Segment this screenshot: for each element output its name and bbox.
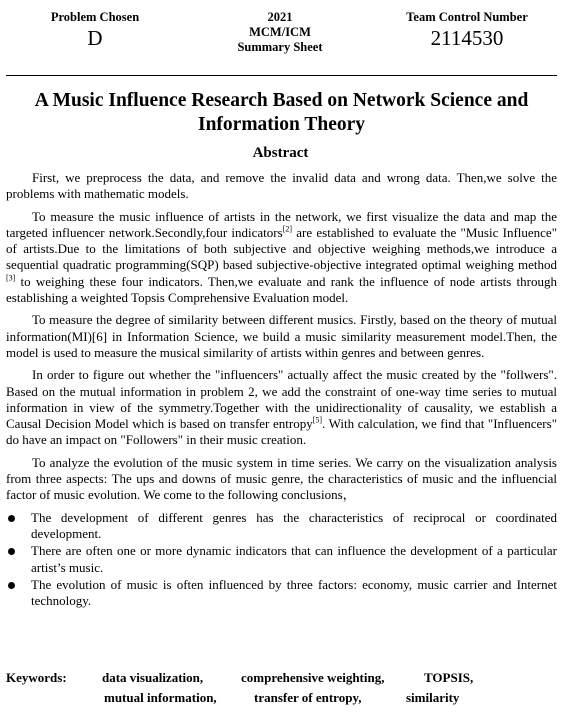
problem-chosen-label: Problem Chosen	[50, 10, 140, 24]
abstract-heading: Abstract	[252, 145, 309, 161]
problem-chosen-value: D	[87, 26, 103, 50]
keyword: mutual information,	[104, 690, 217, 705]
contest-name: MCM/ICM	[249, 25, 311, 39]
paper-title: A Music Influence Research Based on Network Science and Information Theory	[34, 90, 529, 135]
bullet-dot-icon	[8, 515, 15, 522]
keyword: similarity	[406, 690, 460, 705]
list-item: The development of different genres has the characteristics of reciprocal or coordinated development.	[6, 510, 557, 543]
bullet-dot-icon	[8, 582, 15, 589]
contest-year: 2021	[267, 10, 293, 24]
citation-ref: [3]	[6, 273, 16, 283]
contest-block	[215, 10, 345, 55]
team-control-number: 2114530	[430, 26, 504, 50]
team-control-block	[386, 10, 548, 50]
abstract-body	[6, 170, 557, 610]
list-item: There are often one or more dynamic indicators that can influence the development of a particular artist’s music.	[6, 543, 557, 576]
problem-chosen-block	[30, 10, 160, 50]
citation-ref: [5]	[312, 415, 323, 425]
keyword: data visualization,	[102, 670, 204, 685]
summary-sheet-label: Summary Sheet	[237, 40, 323, 54]
team-control-label: Team Control Number	[406, 10, 528, 24]
citation-ref: [2]	[282, 224, 293, 234]
abstract-paragraph-1: First, we preprocess the data, and remove the invalid data and wrong data. Then,we solve the problems with mathematic models.	[6, 170, 557, 202]
keywords-label: Keywords:	[6, 670, 67, 685]
abstract-paragraph-3: To measure the degree of similarity between different musics. Firstly, based on the theory of mutual information(MI)[6] in Information Science, we build a music similarity measurement model.Then, the model is used to measure the musical similarity of artists within genres and between genres.	[6, 312, 557, 360]
abstract-paragraph-4: In order to figure out whether the "influencers" actually affect the music created by the "follwers". Based on the mutual information in problem 2, we add the constraint of one-way time series to mutual information in view of the symmetry.Together with the unidirectionality of causality, we establish a Causal Decision Model which is based on transfer entropy[5]. With calculation, we find that "Influencers" do have an impact on "Followers" in their music creation.	[6, 367, 558, 448]
abstract-paragraph-5: To analyze the evolution of the music system in time series. We carry on the visualization analysis from three aspects: The ups and downs of music genre, the characteristics of music and the influencial factor of music evolution. We come to the following conclusions，	[6, 454, 557, 503]
bullet-dot-icon	[8, 548, 15, 555]
list-item: The evolution of music is often influenced by three factors: economy, music carrier and Internet technology.	[6, 577, 557, 610]
keyword: transfer of entropy,	[254, 690, 362, 705]
conclusions-list	[6, 510, 557, 610]
header-divider	[6, 75, 557, 76]
keyword: comprehensive weighting,	[241, 670, 385, 685]
abstract-paragraph-2: To measure the music influence of artists in the network, we first visualize the data and map the targeted influencer network.Secondly,four indicators[2] are established to evaluate the "Music Influence" of artists.Due to the limitations of both subjective and objective weighing methods,we introduce a sequential quadratic programming(SQP) based subjective-objective integrated optimal weighing method [3] to weighing these four indicators. Then,we evaluate and rank the influence of node artists through establishing a weighted Topsis Comprehensive Evaluation model.	[6, 208, 557, 306]
keyword: TOPSIS,	[424, 670, 474, 685]
summary-header	[0, 10, 561, 66]
